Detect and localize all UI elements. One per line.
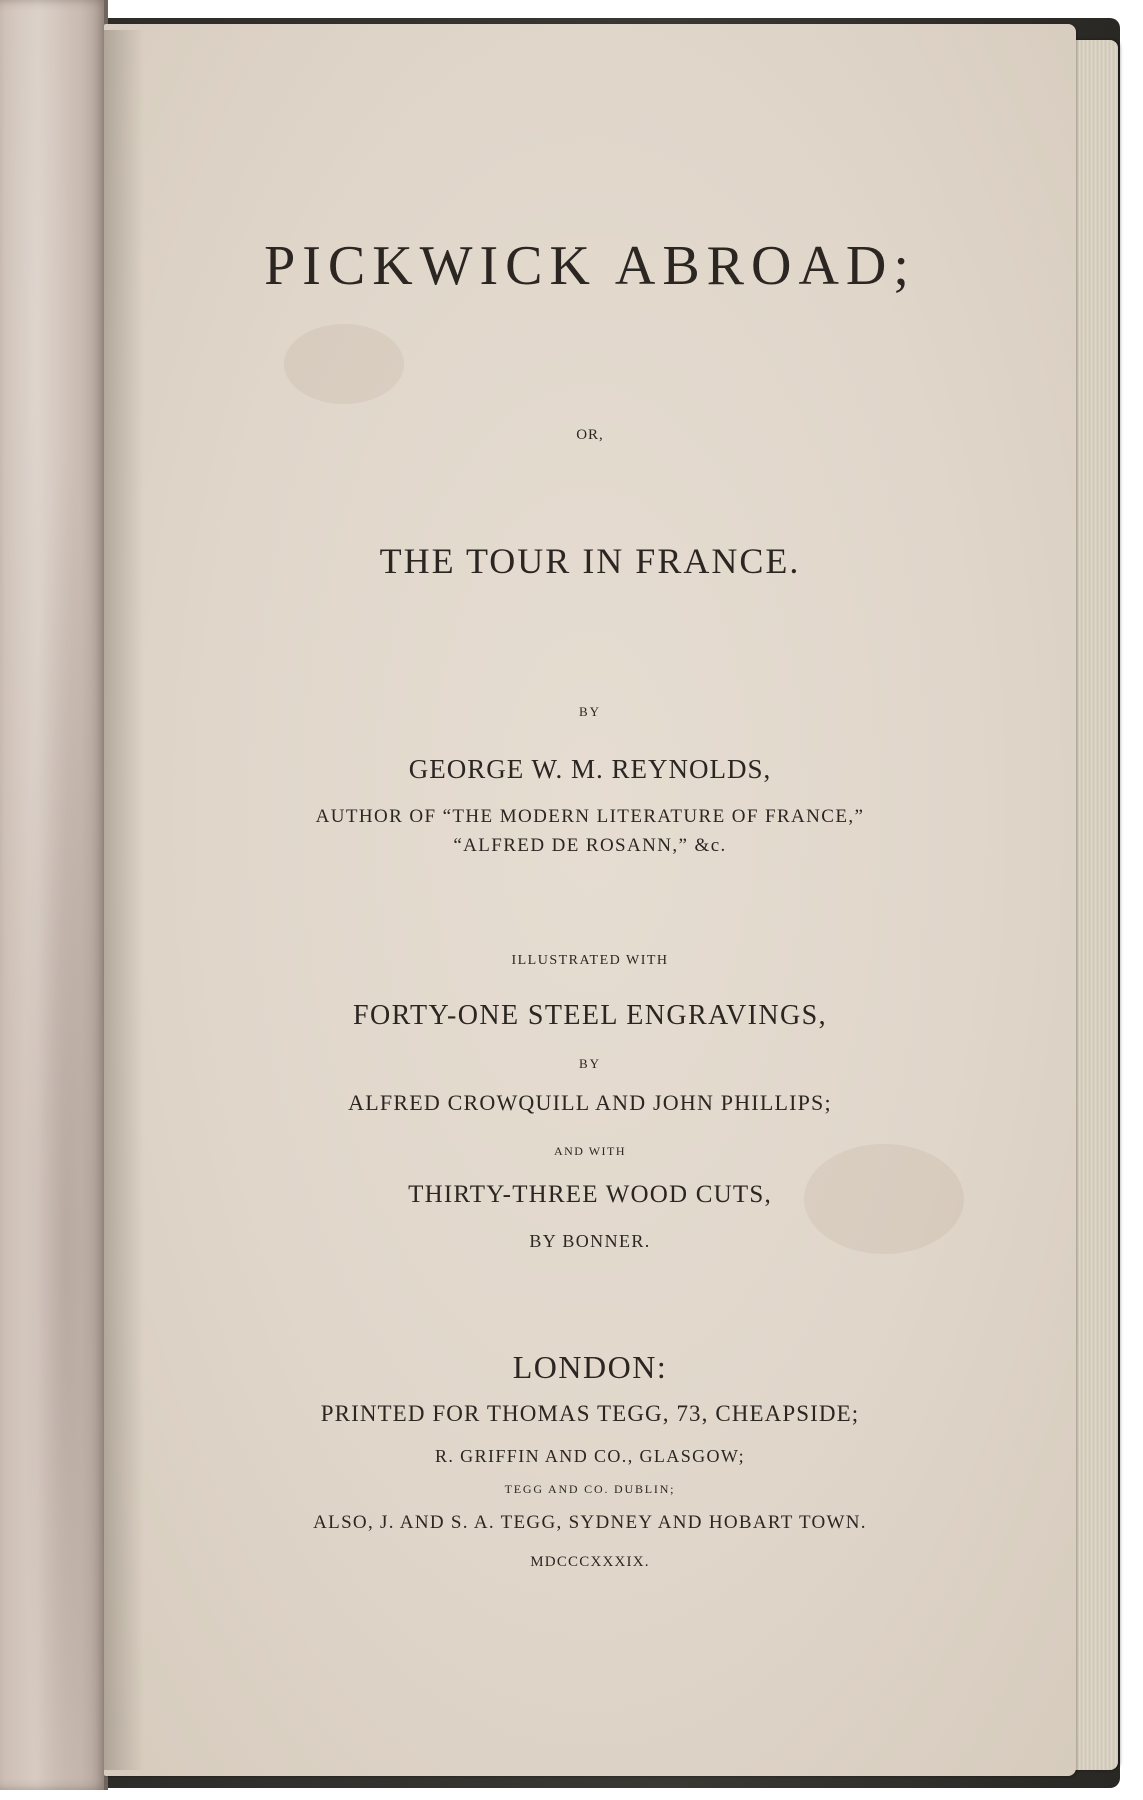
- title-page: [104, 24, 1076, 1776]
- author-credits-line-2: “ALFRED DE ROSANN,” &c.: [453, 835, 727, 856]
- imprint-sydney: ALSO, J. AND S. A. TEGG, SYDNEY AND HOBART TOWN.: [313, 1512, 867, 1533]
- book-subtitle: THE TOUR IN FRANCE.: [379, 541, 801, 581]
- book-title: PICKWICK ABROAD;: [264, 235, 916, 297]
- imprint-city: LONDON:: [512, 1349, 668, 1385]
- by-label: BY: [578, 704, 602, 719]
- and-with-label: AND WITH: [553, 1144, 627, 1158]
- imprint-glasgow: R. GRIFFIN AND CO., GLASGOW;: [434, 1446, 746, 1466]
- foxing-spot: [284, 324, 404, 404]
- steel-engravings-line: FORTY-ONE STEEL ENGRAVINGS,: [352, 1000, 827, 1031]
- author-credits-line-1: AUTHOR OF “THE MODERN LITERATURE OF FRANCE,”: [315, 806, 865, 827]
- illustrators-line: ALFRED CROWQUILL AND JOHN PHILLIPS;: [348, 1090, 832, 1115]
- or-connector: OR,: [576, 427, 604, 443]
- illustrated-with-label: ILLUSTRATED WITH: [511, 953, 669, 968]
- wood-cuts-line: THIRTY-THREE WOOD CUTS,: [408, 1181, 772, 1208]
- imprint-dublin: TEGG AND CO. DUBLIN;: [504, 1482, 676, 1496]
- imprint-printer: PRINTED FOR THOMAS TEGG, 73, CHEAPSIDE;: [320, 1401, 860, 1426]
- marbled-endpaper: [0, 0, 108, 1790]
- by-label-2: BY: [578, 1056, 602, 1071]
- bonner-line: BY BONNER.: [529, 1231, 651, 1251]
- imprint-date: MDCCCXXXIX.: [530, 1554, 650, 1570]
- gutter-shadow: [104, 30, 144, 1770]
- author-name: GEORGE W. M. REYNOLDS,: [408, 754, 772, 784]
